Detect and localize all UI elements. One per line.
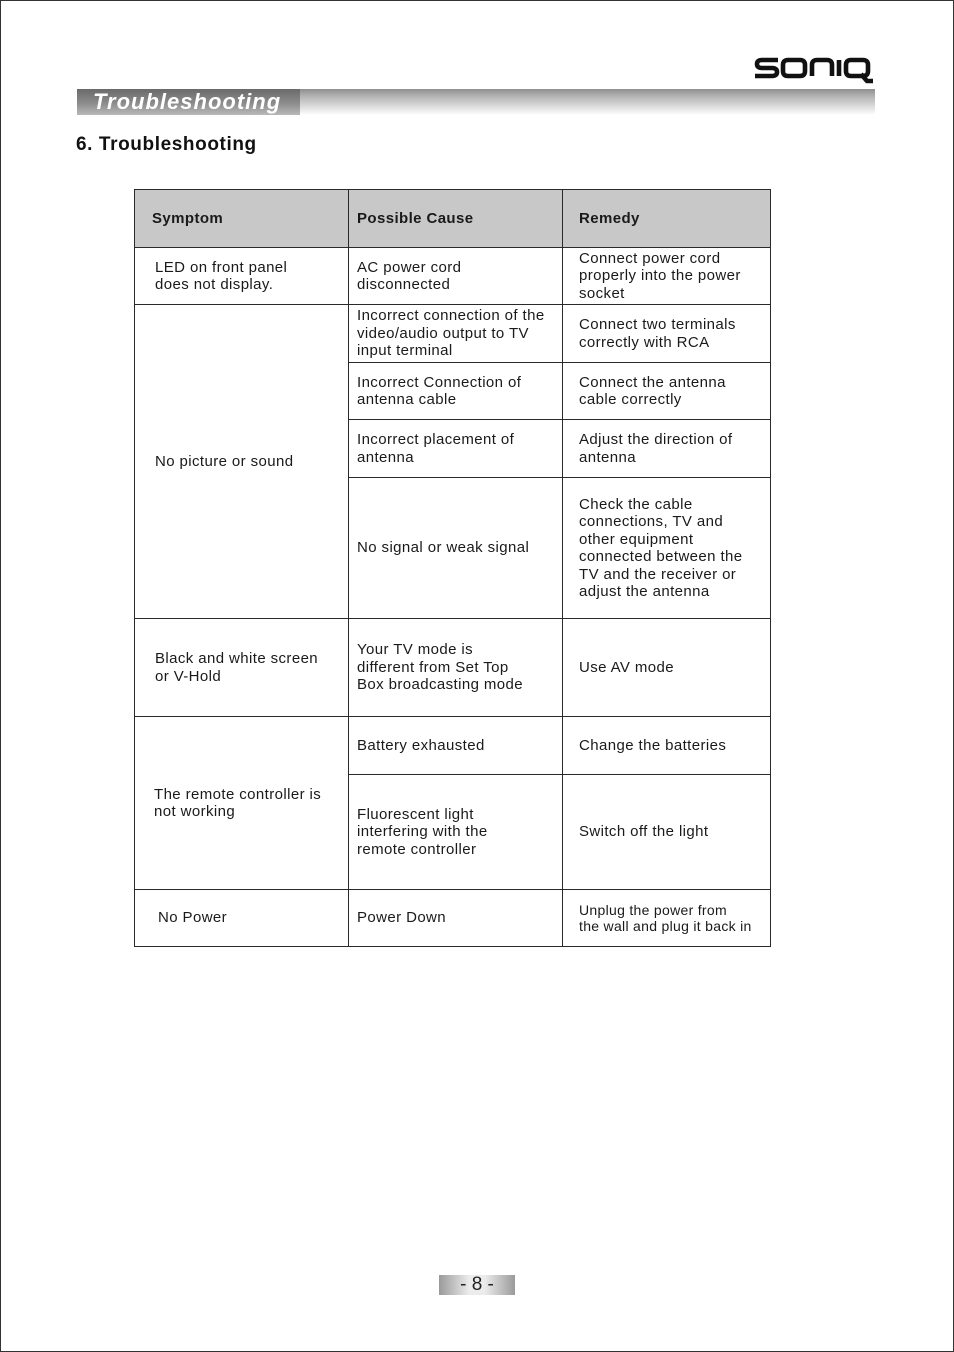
remedy-cell: Connect two terminals correctly with RCA <box>563 305 771 363</box>
column-header-remedy: Remedy <box>563 190 771 248</box>
cause-cell: Power Down <box>349 890 563 947</box>
cause-cell: Incorrect connection of the video/audio output to TV input terminal <box>349 305 563 363</box>
cause-cell: No signal or weak signal <box>349 478 563 619</box>
cause-cell: Incorrect Connection of antenna cable <box>349 363 563 420</box>
table-row <box>135 717 771 775</box>
cause-cell: Your TV mode is different from Set Top Box broadcasting mode <box>349 619 563 717</box>
remedy-cell: Switch off the light <box>563 775 771 890</box>
remedy-cell: Connect power cord properly into the power socket <box>563 248 771 305</box>
remedy-cell: Unplug the power from the wall and plug it back in <box>563 890 771 947</box>
section-header-tab <box>77 89 300 115</box>
symptom-cell: The remote controller is not working <box>135 717 349 890</box>
symptom-cell: No picture or sound <box>135 305 349 619</box>
cause-cell: Fluorescent light interfering with the remote controller <box>349 775 563 890</box>
soniq-logo <box>752 50 877 86</box>
section-header-label: Troubleshooting <box>93 89 282 114</box>
table-row <box>135 248 771 305</box>
table-row <box>135 305 771 363</box>
page-number: - 8 - <box>439 1275 515 1295</box>
cause-cell: Battery exhausted <box>349 717 563 775</box>
troubleshooting-table <box>134 189 771 947</box>
symptom-cell: Black and white screen or V-Hold <box>135 619 349 717</box>
remedy-cell: Connect the antenna cable correctly <box>563 363 771 420</box>
remedy-cell: Adjust the direction of antenna <box>563 420 771 478</box>
cause-cell: AC power cord disconnected <box>349 248 563 305</box>
remedy-cell: Change the batteries <box>563 717 771 775</box>
remedy-cell: Use AV mode <box>563 619 771 717</box>
table-row <box>135 890 771 947</box>
symptom-cell: LED on front panel does not display. <box>135 248 349 305</box>
table-header-row <box>135 190 771 248</box>
page-title: 6. Troubleshooting <box>76 134 257 155</box>
column-header-cause: Possible Cause <box>349 190 563 248</box>
column-header-symptom: Symptom <box>135 190 349 248</box>
remedy-cell: Check the cable connections, TV and other equipment connected between the TV and the receiver or adjust the antenna <box>563 478 771 619</box>
table-row <box>135 619 771 717</box>
symptom-cell: No Power <box>135 890 349 947</box>
cause-cell: Incorrect placement of antenna <box>349 420 563 478</box>
